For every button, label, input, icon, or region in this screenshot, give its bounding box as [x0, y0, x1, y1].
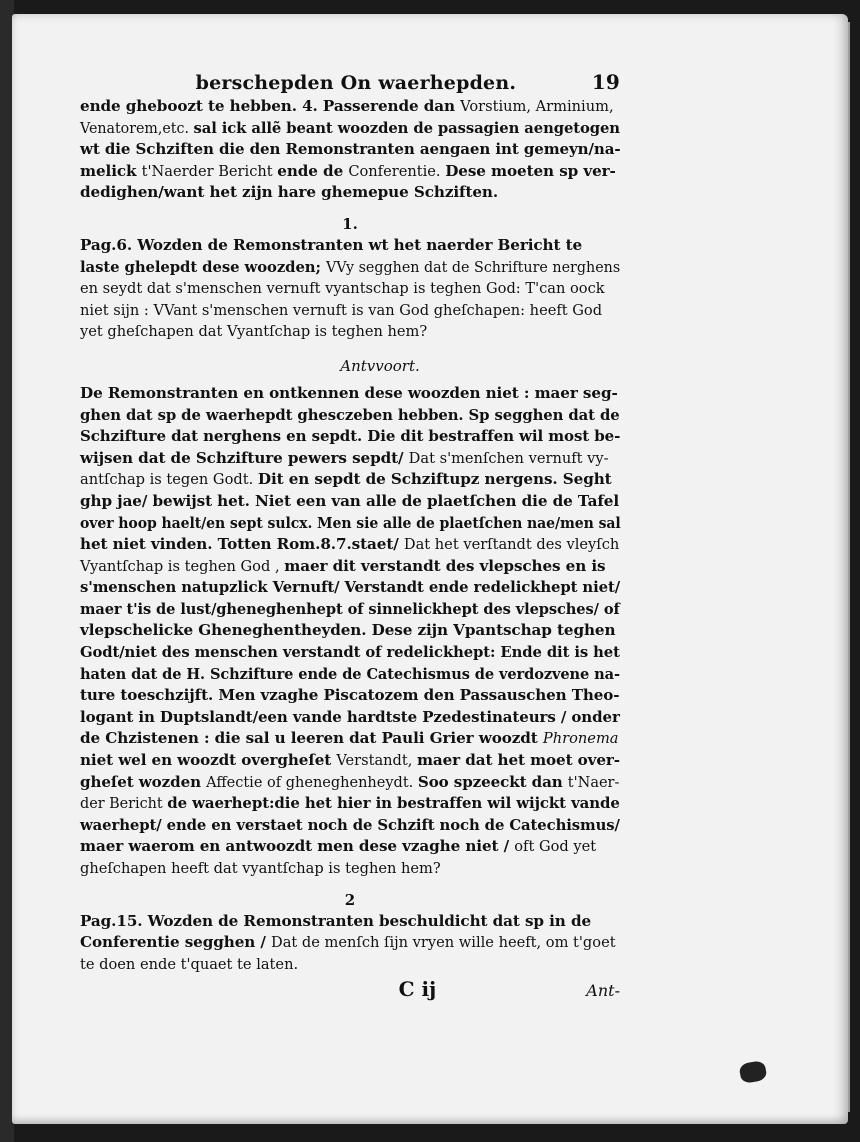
- blackletter-run: laste ghelepdt dese woozden;: [80, 257, 326, 276]
- blackletter-run: wt die Schziften die den Remonstranten aengaen int gemeyn/na-: [80, 140, 621, 159]
- blackletter-run: logant in Duptslandt/een vande hardtste Pzedestinateurs / onder: [80, 707, 620, 726]
- blackletter-run: ghp jae/ bewijst het. Niet een van alle de plaetſchen die de Tafel: [80, 491, 620, 510]
- text-line: [80, 911, 620, 933]
- text-line: [80, 235, 620, 257]
- text-line: [80, 642, 620, 664]
- text-line: [80, 257, 621, 279]
- text-line: [80, 793, 620, 815]
- text-line: [80, 556, 620, 578]
- roman-run: Dat de menſch ſijn vryen wille heeft, om t'goet: [271, 934, 616, 952]
- blackletter-run: Conferentie segghen /: [80, 933, 272, 952]
- roman-run: Vyantſchap is teghen God ,: [80, 557, 285, 575]
- text-line: [80, 685, 618, 707]
- roman-run: te doen ende t'quaet te laten.: [80, 955, 299, 973]
- blackletter-run: de Chzistenen : die sal u leeren dat Pauli Grier woozdt: [80, 729, 543, 748]
- text-line: [80, 534, 620, 556]
- roman-run: Conferentie.: [348, 162, 446, 180]
- roman-run: VVy segghen dat de Schrifture nerghens: [325, 258, 621, 276]
- roman-run: Phronema: [542, 730, 619, 748]
- roman-run: Vorstium, Arminium,: [460, 98, 614, 115]
- blackletter-run: gheſet wozden: [80, 772, 207, 791]
- page-text: [80, 70, 620, 1001]
- page-number: 19: [591, 70, 620, 94]
- paragraph-section-1: [80, 235, 620, 343]
- catchword: Ant-: [586, 981, 620, 1001]
- blackletter-run: ende gheboozt te hebben. 4. Passerende dan: [80, 97, 461, 115]
- blackletter-run: haten dat de H. Schzifture ende de Catechismus de verdozvene na-: [80, 664, 620, 683]
- page-header: [80, 70, 620, 94]
- text-line: [80, 858, 620, 880]
- blackletter-run: de waerhept:die het hier in bestraffen wil wijckt vande: [167, 794, 620, 813]
- section-number-1: 1.: [342, 214, 358, 233]
- roman-run: gheſchapen heeft dat vyantſchap is teghen hem?: [80, 860, 441, 877]
- text-line: [80, 664, 620, 686]
- blackletter-run: s'menschen natupzlick Vernuft/ Verstandt ende redelickhept niet/: [80, 578, 621, 597]
- text-line: [80, 836, 620, 858]
- blackletter-run: Schzifture dat nerghens en sepdt. Die dit bestraffen wil most be-: [80, 427, 621, 446]
- roman-run: Dat het verſtandt des vleyſch: [403, 536, 620, 554]
- blackletter-run: maer dit verstandt des vlepsches en is: [284, 556, 606, 575]
- answer-heading: Antvvoort.: [340, 356, 420, 375]
- text-line: [80, 161, 620, 183]
- blackletter-run: ghen dat sp de waerhepdt ghesczeben hebben. Sp segghen dat de: [80, 405, 620, 424]
- blackletter-run: dedighen/want het zijn hare ghemepue Schziften.: [80, 183, 499, 202]
- roman-run: niet sijn : VVant s'menschen vernuft is van God gheſchapen: heeft God: [80, 301, 603, 319]
- roman-run: Affectie of gheneghenheydt.: [206, 773, 418, 791]
- text-line: [80, 405, 620, 427]
- text-line: [80, 278, 620, 300]
- blackletter-run: Pag.15. Wozden de Remonstranten beschuldicht dat sp in de: [80, 911, 592, 930]
- paragraph-answer: [80, 383, 620, 880]
- text-line: [80, 954, 620, 976]
- paragraph-section-2: [80, 911, 620, 976]
- roman-run: der Bericht: [80, 795, 168, 813]
- blackletter-run: waerhept/ ende en verstaet noch de Schzift noch de Catechismus/: [80, 815, 620, 834]
- text-line: [80, 815, 620, 837]
- text-line: [80, 300, 620, 322]
- text-line: [80, 932, 620, 954]
- blackletter-run: Dese moeten sp ver-: [445, 161, 616, 180]
- text-line: [80, 513, 621, 535]
- blackletter-run: vlepschelicke Gheneghentheyden. Dese zijn Vpantschap teghen: [80, 621, 616, 640]
- paragraph-intro: [80, 96, 620, 204]
- text-line: [80, 772, 620, 794]
- text-line: [80, 96, 620, 118]
- blackletter-run: sal ick allẽ beant woozden de passagien aengetogen: [193, 118, 620, 137]
- blackletter-run: maer t'is de lust/gheneghenhept of sinnelickhept des vlepsches/ of: [80, 599, 620, 618]
- blackletter-run: Dit en sepdt de Schziftupz nergens. Seght: [257, 470, 612, 489]
- roman-run: Venatorem,etc.: [80, 119, 194, 137]
- section-number-2: 2: [344, 890, 356, 909]
- blackletter-run: ture toeschzijft. Men vzaghe Piscatozem den Passauschen Theo-: [80, 686, 620, 705]
- text-line: [80, 728, 620, 750]
- blackletter-run: over hoop haelt/en sept sulcx. Men sie alle de plaetſchen nae/men sal: [80, 513, 621, 532]
- signature-mark: C ij: [398, 977, 437, 1002]
- text-line: [80, 599, 620, 621]
- text-line: [80, 118, 620, 140]
- blackletter-run: Godt/niet des menschen verstandt of redelickhept: Ende dit is het: [80, 643, 620, 662]
- running-title: berschepden On waerhepden.: [195, 72, 517, 94]
- text-line: [80, 620, 620, 642]
- text-line: [80, 707, 620, 729]
- roman-run: yet gheſchapen dat Vyantſchap is teghen hem?: [80, 323, 428, 341]
- text-line: [80, 750, 619, 772]
- text-line: [80, 577, 621, 599]
- blackletter-run: De Remonstranten en ontkennen dese woozden niet : maer seg-: [80, 383, 618, 402]
- text-line: [80, 383, 620, 405]
- roman-run: t'Naer-: [567, 773, 620, 791]
- text-line: [80, 469, 620, 491]
- text-line: [80, 321, 620, 343]
- blackletter-run: wijsen dat de Schzifture pewers sepdt/: [80, 448, 409, 467]
- blackletter-run: ende de: [277, 161, 349, 180]
- text-line: [80, 182, 620, 204]
- blackletter-run: niet wel en woozdt overgheſet: [80, 751, 337, 770]
- text-line: [80, 139, 621, 161]
- roman-run: en seydt dat s'menschen vernuft vyantschap is teghen God: T'can oock: [80, 280, 605, 298]
- text-line: [80, 448, 620, 470]
- roman-run: antſchap is tegen Godt.: [80, 471, 258, 489]
- blackletter-run: melick: [80, 161, 142, 180]
- blackletter-run: maer waerom en antwoozdt men dese vzaghe niet /: [80, 837, 515, 856]
- blackletter-run: Soo spzeeckt dan: [417, 772, 568, 791]
- blackletter-run: het niet vinden. Totten Rom.8.7.staet/: [80, 535, 404, 554]
- blackletter-run: Pag.6. Wozden de Remonstranten wt het naerder Bericht te: [80, 235, 583, 254]
- roman-run: t'Naerder Bericht: [141, 162, 278, 180]
- page-footer: [80, 977, 620, 1001]
- text-line: [80, 491, 620, 513]
- text-line: [80, 426, 621, 448]
- blackletter-run: maer dat het moet over-: [416, 751, 620, 770]
- roman-run: Dat s'menſchen vernuft vy-: [408, 449, 609, 467]
- roman-run: Verstandt,: [336, 752, 417, 770]
- roman-run: oft God yet: [514, 838, 597, 856]
